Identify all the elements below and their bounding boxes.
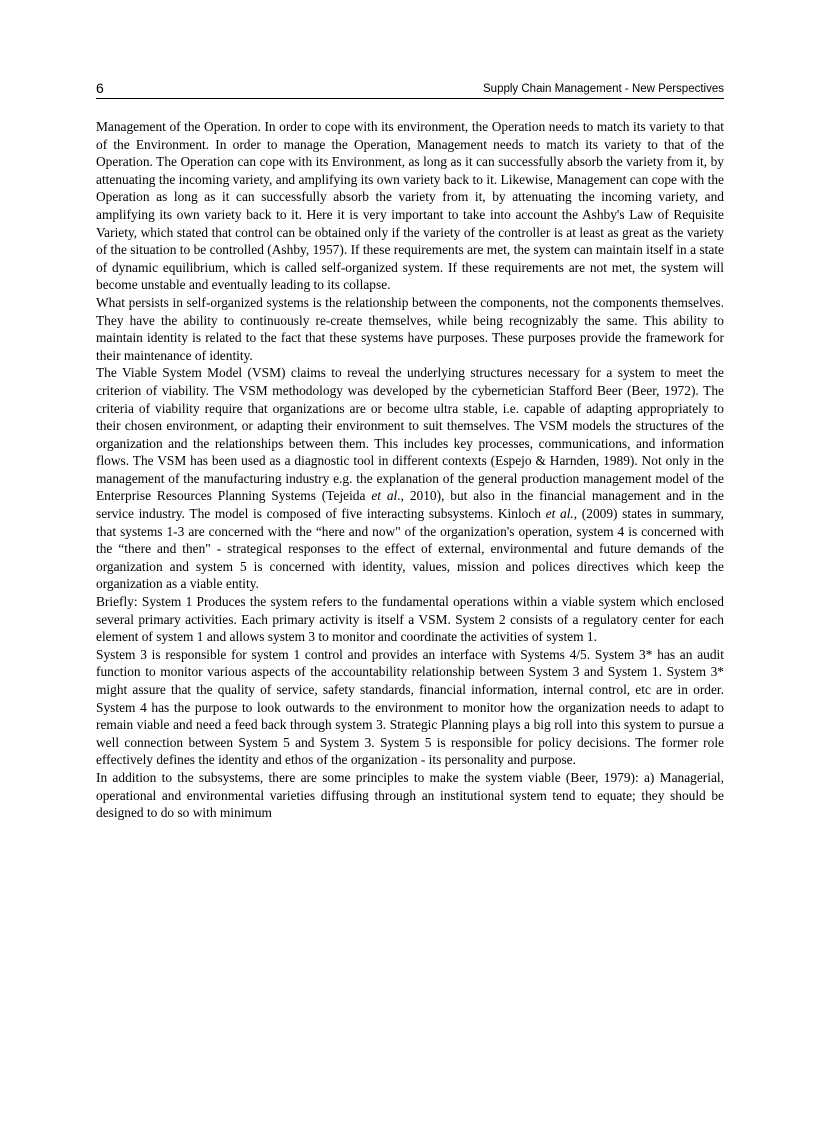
- page-header: [96, 78, 724, 99]
- text-run: , (2009) states in summary, that systems 1-3 are concerned with the “here and now" of the organization's operation, system 4 is concerned with the “there and then" - strategical responses to the effect of external, environmental and future demands of the organization and system 5 is concerned with identity, values, mission and polices directives which keep the organization as a viable entity.: [96, 506, 724, 592]
- text-run: ., 2010), but also in the financial management and in the service industry. The model is composed of five interacting subsystems. Kinloch: [96, 488, 724, 522]
- page-number: 6: [96, 80, 104, 96]
- text-run: Management of the Operation. In order to cope with its environment, the Operation needs to match its variety to that of the Environment. In order to manage the Operation, Management needs to match its variety to that of the Operation. The Operation can cope with its Environment, as long as it can successfully absorb the variety from it, by attenuating the incoming variety, and amplifying its own variety back to it. Likewise, Management can cope with the Operation as long as it can successfully absorb the variety from it, by attenuating the incoming variety, and amplifying its own variety back to it. Here it is very important to take into account the Ashby's Law of Requisite Variety, which stated that control can be obtained only if the variety of the controller is at least as great as the variety of the situation to be controlled (Ashby, 1957). If these requirements are met, the system can maintain itself in a state of dynamic equilibrium, which is called self-organized system. If these requirements are not met, the system will become unstable and eventually leading to its collapse.: [96, 119, 724, 293]
- paragraph: [96, 769, 724, 822]
- text-run: Briefly: System 1 Produces the system refers to the fundamental operations within a viable system which enclosed several primary activities. Each primary activity is itself a VSM. System 2 consists of a regulatory center for each element of system 1 and allows system 3 to monitor and coordinate the activities of system 1.: [96, 594, 724, 645]
- paragraph: [96, 118, 724, 294]
- text-run: In addition to the subsystems, there are some principles to make the system viable (Beer, 1979): a) Managerial, operational and environmental varieties diffusing through an institutional system tend to equate; they should be designed to do so with minimum: [96, 769, 724, 821]
- body-text: [96, 118, 724, 822]
- text-run: The Viable System Model (VSM) claims to reveal the underlying structures necessary for a system to meet the criterion of viability. The VSM methodology was developed by the cybernetician Stafford Beer (Beer, 1972). The criteria of viability require that organizations are or become ultra stable, i.e. capable of adapting appropriately to their chosen environment, or adapting their environment to suit themselves. The VSM models the structures of the organization and the relationships between them. This includes key processes, communications, and information flows. The VSM has been used as a diagnostic tool in different contexts (Espejo & Harnden, 1989). Not only in the management of the manufacturing industry e.g. the explanation of the general production management model of the Enterprise Resources Planning Systems (Tejeida: [96, 365, 724, 504]
- italic-text-run: et al: [371, 488, 398, 504]
- running-title: Supply Chain Management - New Perspectives: [483, 83, 724, 95]
- text-run: What persists in self-organized systems is the relationship between the components, not the components themselves. They have the ability to continuously re-create themselves, while being recognizably the same. This ability to maintain identity is related to the fact that these systems have purposes. These purposes provide the framework for their maintenance of identity.: [96, 294, 724, 363]
- paragraph: [96, 294, 724, 364]
- text-run: System 3 is responsible for system 1 control and provides an interface with Systems 4/5. System 3* has an audit function to monitor various aspects of the accountability relationship between System 3 and System 1. System 3* might assure that the quality of service, safety standards, financial information, internal control, etc are in order. System 4 has the purpose to look outwards to the environment to monitor how the organization needs to adapt to remain viable and need a feed back through system 3. Strategic Planning plays a big roll into this system to pursue a well connection between System 5 and System 3. System 5 is responsible for policy decisions. The former role effectively defines the identity and ethos of the organization - its personality and purpose.: [96, 646, 724, 768]
- paragraph: [96, 646, 724, 769]
- paragraph: [96, 593, 724, 646]
- italic-text-run: et al.: [545, 506, 574, 522]
- paragraph: [96, 364, 724, 593]
